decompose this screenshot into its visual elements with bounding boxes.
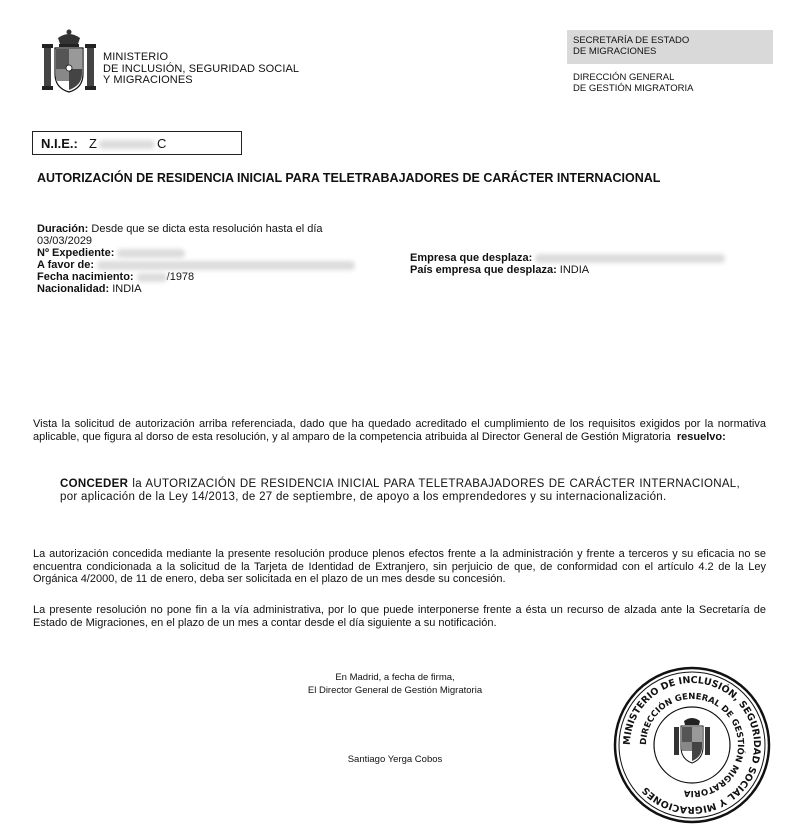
document-title: AUTORIZACIÓN DE RESIDENCIA INICIAL PARA TELETRABAJADORES DE CARÁCTER INTERNACIONAL	[37, 171, 661, 185]
nie-value	[89, 136, 166, 151]
ministry-name	[103, 52, 299, 87]
paragraph-conceder	[60, 478, 740, 503]
favor-row	[37, 259, 355, 271]
direccion-general	[573, 73, 694, 94]
direccion-line-2: DE GESTIÓN MIGRATORIA	[573, 82, 694, 94]
nacionalidad-value: INDIA	[112, 283, 142, 295]
expediente-label: Nº Expediente:	[37, 247, 115, 259]
duracion-date: 03/03/2029	[37, 235, 93, 247]
stamp-inner-textpath: DIRECCIÓN GENERAL DE GESTIÓN MIGRATORIA	[638, 691, 746, 799]
right-fields	[410, 252, 725, 276]
pais-row	[410, 264, 725, 276]
nacionalidad-row	[37, 283, 355, 295]
signature-block	[260, 671, 530, 697]
redacted-name	[97, 261, 355, 270]
empresa-row	[410, 252, 725, 264]
redacted-empresa	[535, 254, 725, 263]
p1-resuelvo: resuelvo:	[676, 430, 726, 443]
secretaria-box	[567, 30, 773, 64]
duracion-value: Desde que se dicta esta resolución hasta el día	[91, 223, 323, 235]
nacimiento-row	[37, 271, 355, 283]
nie-suffix: C	[156, 136, 167, 151]
nie-box	[32, 131, 242, 155]
stamp-outer-textpath: MINISTERIO DE INCLUSIÓN, SEGURIDAD SOCIAL Y MIGRACIONES	[621, 674, 763, 816]
nacionalidad-label: Nacionalidad:	[37, 283, 110, 295]
redacted-expediente	[117, 249, 185, 258]
ministry-line-1: MINISTERIO	[103, 51, 169, 63]
nie-prefix: Z	[89, 136, 97, 151]
left-fields	[37, 223, 355, 295]
paragraph-vista	[33, 418, 766, 443]
pais-label: País empresa que desplaza:	[410, 264, 557, 276]
nacimiento-year: /1978	[166, 271, 195, 283]
duracion-row	[37, 223, 355, 235]
paragraph-recurso: La presente resolución no pone fin a la vía administrativa, por lo que puede interponerse frente a ésta un recurso de alzada ante la Secretaría de Estado de Migraciones, en el plazo de un mes a contar desde el día siguiente a su notificación.	[33, 604, 766, 629]
ministry-line-2: DE INCLUSIÓN, SEGURIDAD SOCIAL	[103, 62, 300, 75]
signature-line-1: En Madrid, a fecha de firma,	[335, 672, 455, 683]
ministry-line-3: Y MIGRACIONES	[103, 74, 193, 86]
secretaria-line-1: SECRETARÍA DE ESTADO	[573, 35, 690, 46]
p2-text: la AUTORIZACIÓN DE RESIDENCIA INICIAL PARA TELETRABAJADORES DE CARÁCTER INTERNACIONAL, por aplicación de la Ley 14/2013, de 27 de septiembre, de apoyo a los emprendedores y su internacionalización.	[60, 478, 741, 503]
paragraph-efectos: La autorización concedida mediante la presente resolución produce plenos efectos frente a la administración y frente a terceros y su eficacia no se encuentra condicionada a la solicitud de la Tarjeta de Identidad de Extranjero, sin perjuicio de que, de conformidad con el artículo 4.2 de la Ley Orgánica 4/2000, de 11 de enero, deba ser solicitada en el plazo de un mes desde su concesión.	[33, 548, 766, 585]
empresa-label: Empresa que desplaza:	[410, 252, 533, 264]
signer-name: Santiago Yerga Cobos	[347, 754, 443, 765]
spanish-coat-of-arms-icon	[40, 28, 98, 96]
pais-value: INDIA	[559, 264, 590, 276]
nie-label: N.I.E.:	[41, 136, 78, 151]
secretaria-line-2: DE MIGRACIONES	[573, 45, 657, 57]
official-seal-icon	[612, 665, 772, 825]
p1-text: Vista la solicitud de autorización arriba referenciada, dado que ha quedado acreditado el cumplimiento de los requisitos exigidos por la normativa aplicable, que figura al dorso de esta resolución, y al amparo de la competencia atribuida al Director General de Gestión Migratoria	[33, 418, 766, 443]
duracion-label: Duración:	[37, 223, 89, 235]
expediente-row	[37, 247, 355, 259]
direccion-line-1: DIRECCIÓN GENERAL	[573, 72, 675, 83]
redacted-birthdate	[137, 273, 167, 282]
p2-conceder: CONCEDER	[60, 478, 129, 490]
redacted-nie	[99, 140, 155, 149]
signature-line-2: El Director General de Gestión Migratoria	[307, 685, 483, 696]
nacimiento-label: Fecha nacimiento:	[37, 271, 134, 283]
favor-label: A favor de:	[37, 259, 95, 271]
